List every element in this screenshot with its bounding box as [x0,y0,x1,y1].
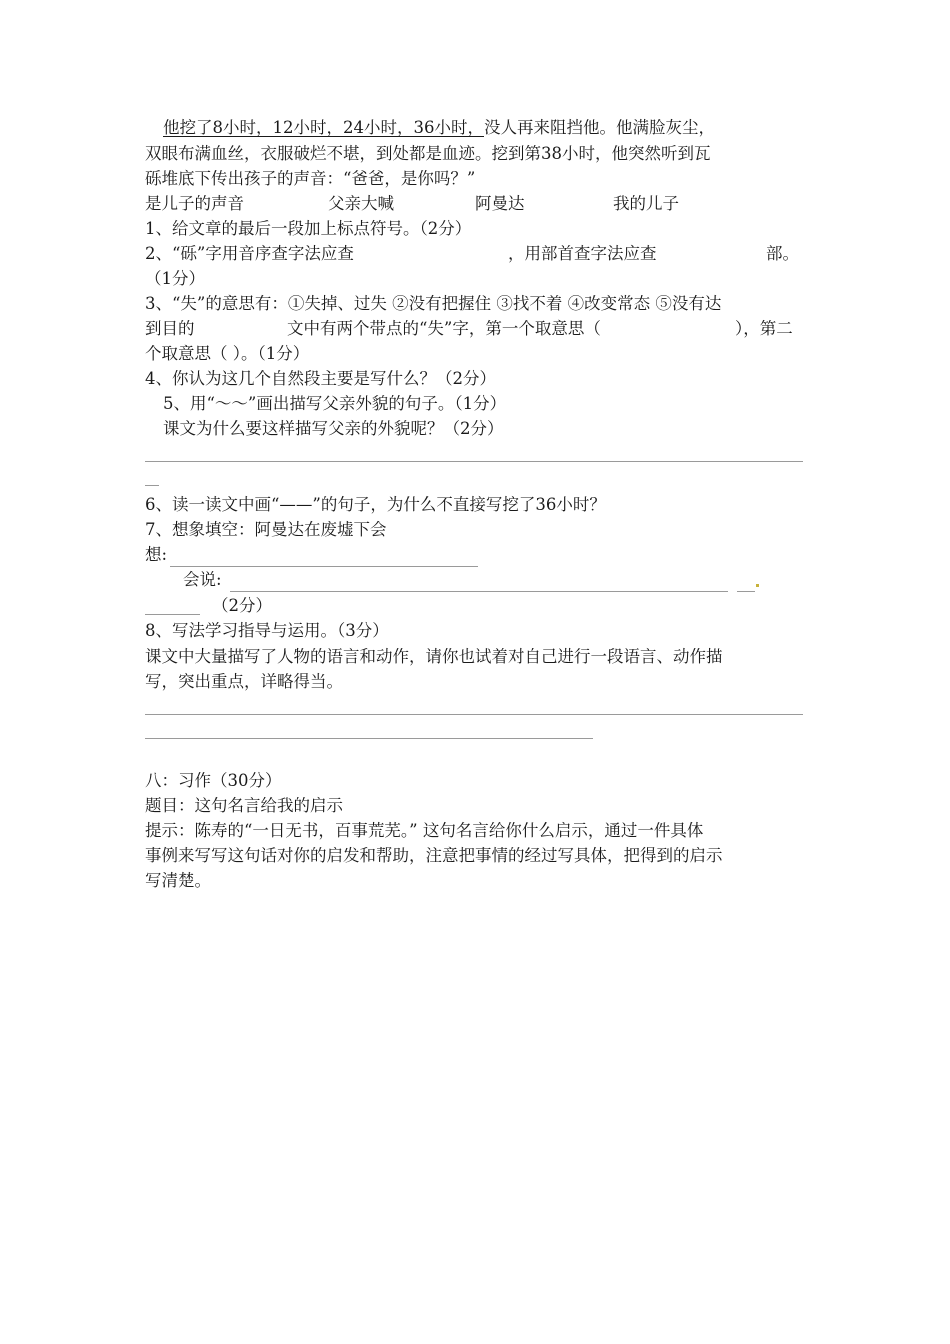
question-1: 1、给文章的最后一段加上标点符号。（2分） [145,219,472,238]
question-2 [145,244,799,264]
composition-hint-3: 写清楚。 [145,871,211,890]
option-my-son: 我的儿子 [613,194,679,213]
passage-line-1-rest: 没人再来阻挡他。他满脸灰尘， [484,118,715,137]
answer-line-tail [145,485,159,486]
question-3-line-2-c: ），第二 [735,319,793,338]
stray-mark [756,584,759,587]
question-2-score: （1分） [145,269,205,288]
answer-line [145,461,803,462]
question-7-score: （2分） [212,596,272,615]
question-7-say-label: 会说: [183,570,222,589]
question-7-think-label: 想: [145,545,168,564]
question-5-followup: 课文为什么要这样描写父亲的外貌呢？（2分） [163,419,504,438]
passage-line-3: 砾堆底下传出孩子的声音：“爸爸，是你吗？” [145,169,476,188]
composition-hint-2: 事例来写写这句话对你的启发和帮助，注意把事情的经过写具体，把得到的启示 [145,846,723,865]
writing-line-1 [145,714,803,715]
underlined-sentence: 他挖了8小时，12小时，24小时，36小时， [163,118,484,137]
passage-line-4 [145,194,679,214]
question-4: 4、你认为这几个自然段主要是写什么？（2分） [145,369,496,388]
say-answer-line-2 [145,614,200,615]
question-3-line-1: 3、“失”的意思有：①失掉、过失 ②没有把握住 ③找不着 ④改变常态 ⑤没有达 [145,294,722,313]
option-sons-voice: 是儿子的声音 [145,194,244,213]
option-father-shouts: 父亲大喊 [328,194,394,213]
question-2-part-a: 2、“砾”字用音序查字法应查 [145,244,354,263]
say-answer-line [230,591,728,592]
question-6: 6、读一读文中画“——”的句子，为什么不直接写挖了36小时？ [145,495,606,514]
question-2-part-b: ，用部首查字法应查 [508,244,657,263]
question-8: 8、写法学习指导与运用。（3分） [145,621,389,640]
passage-line-2: 双眼布满血丝，衣服破烂不堪，到处都是血迹。挖到第38小时，他突然听到瓦 [145,144,711,163]
question-3-line-3: 个取意思（ ）。（1分） [145,344,310,363]
question-3-line-2 [145,319,793,339]
question-8-desc-1: 课文中大量描写了人物的语言和动作，请你也试着对自己进行一段语言、动作描 [145,647,723,666]
think-answer-line [170,566,478,567]
question-5: 5、用“～～”画出描写父亲外貌的句子。（1分） [163,394,507,413]
composition-heading: 八：习作（30分） [145,771,282,790]
composition-hint-1: 提示：陈寿的“一日无书，百事荒芜。” 这句名言给你什么启示，通过一件具体 [145,821,704,840]
question-8-desc-2: 写，突出重点，详略得当。 [145,672,343,691]
say-answer-line-tail [737,591,755,592]
question-3-line-2-b: 文中有两个带点的“失”字，第一个取意思（ [287,319,601,338]
writing-line-2 [145,738,593,739]
option-amanda: 阿曼达 [475,194,525,213]
question-2-part-c: 部。 [766,244,799,263]
question-7: 7、想象填空：阿曼达在废墟下会 [145,520,387,539]
composition-title: 题目：这句名言给我的启示 [145,796,343,815]
passage-line-1 [163,118,715,138]
question-3-line-2-a: 到目的 [145,319,195,338]
